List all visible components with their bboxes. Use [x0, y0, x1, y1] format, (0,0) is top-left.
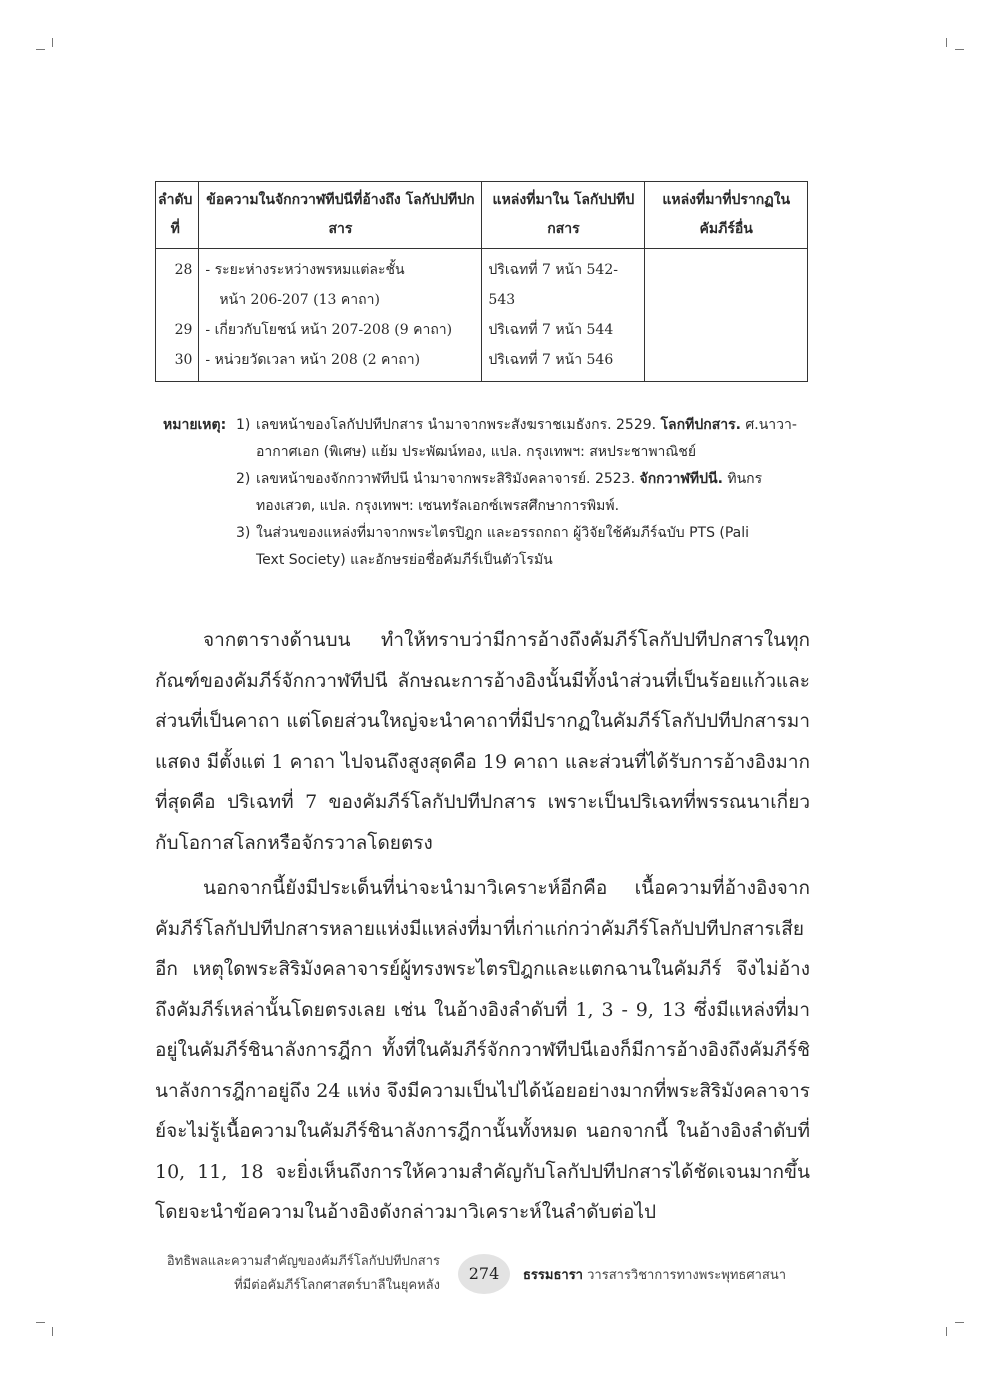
note-number: 1)	[236, 417, 251, 433]
article-title-line: ที่มีต่อคัมภีร์โลกศาสตร์บาลีในยุคหลัง	[234, 1278, 440, 1293]
row-text: - ระยะห่างระหว่างพรหมแต่ละชั้น	[205, 262, 405, 278]
crop-mark	[36, 49, 45, 50]
row-text: - หน่วยวัดเวลา หน้า 208 (2 คาถา)	[205, 352, 421, 368]
row-source: ปริเฉทที่ 7 หน้า 542-	[488, 262, 618, 278]
crop-mark	[36, 1322, 45, 1323]
note-text: เลขหน้าของโลกัปปทีปกสาร นำมาจากพระสังฆราชเมธังกร. 2529. โลกทีปกสาร. ศ.นาวา- อากาศเอก (พิเศษ) แย้ม ประพัฒน์ทอง, แปล. กรุงเทพฯ: สหประชาพาณิชย์	[256, 417, 797, 460]
row-number: 30	[174, 352, 193, 368]
crop-mark	[52, 38, 53, 47]
note-number: 3)	[236, 525, 251, 541]
reference-table	[155, 181, 808, 382]
crop-mark	[946, 38, 947, 47]
journal-name: ธรรมธารา วารสารวิชาการทางพระพุทธศาสนา	[523, 1268, 787, 1283]
row-source: ปริเฉทที่ 7 หน้า 544	[488, 322, 614, 338]
note-number: 2)	[236, 471, 251, 487]
header-other-source: แหล่งที่มาที่ปรากฏใน คัมภีร์อื่น	[645, 182, 808, 249]
notes-label: หมายเหตุ:	[163, 417, 227, 433]
header-source: แหล่งที่มาใน โลกัปปทีปกสาร	[482, 182, 645, 249]
paragraph: นอกจากนี้ยังมีประเด็นที่น่าจะนำมาวิเคราะห์อีกคือ เนื้อความที่อ้างอิงจากคัมภีร์โลกัปปทีปกสารหลายแห่งมีแหล่งที่มาที่เก่าแก่กว่าคัมภีร์โลกัปปทีปกสารเสียอีก เหตุใดพระสิริมังคลาจารย์ผู้ทรงพระไตรปิฎกและแตกฉานในคัมภีร์ จึงไม่อ้างถึงคัมภีร์เหล่านั้นโดยตรงเลย เช่น ในอ้างอิงลำดับที่ 1, 3 - 9, 13 ซึ่งมีแหล่งที่มาอยู่ในคัมภีร์ชินาลังการฎีกา ทั้งที่ในคัมภีร์จักกวาฬทีปนีเองก็มีการอ้างอิงถึงคัมภีร์ชินาลังการฎีกาอยู่ถึง 24 แห่ง จึงมีความเป็นไปได้น้อยอย่างมากที่พระสิริมังคลาจารย์จะไม่รู้เนื้อความในคัมภีร์ชินาลังการฎีกานั้นทั้งหมด นอกจากนี้ ในอ้างอิงลำดับที่ 10, 11, 18 จะยิ่งเห็นถึงการให้ความสำคัญกับโลกัปปทีปกสารได้ชัดเจนมากขึ้น โดยจะนำข้อความในอ้างอิงดังกล่าวมาวิเคราะห์ในลำดับต่อไป	[155, 877, 810, 1223]
note-text: ในส่วนของแหล่งที่มาจากพระไตรปิฎก และอรรถกถา ผู้วิจัยใช้คัมภีร์ฉบับ PTS (Pali Text Society) และอักษรย่อชื่อคัมภีร์เป็นตัวโรมัน	[256, 525, 750, 568]
article-title	[120, 1250, 440, 1298]
row-source: ปริเฉทที่ 7 หน้า 546	[488, 352, 614, 368]
crop-mark	[955, 1322, 964, 1323]
page-number: 274	[458, 1254, 510, 1294]
header-quoted-text: ข้อความในจักกวาฬทีปนีที่อ้างถึง โลกัปปทีปกสาร	[199, 182, 482, 249]
body-paragraph-2	[155, 868, 810, 1233]
table-notes	[163, 412, 823, 574]
body-paragraph-1	[155, 620, 810, 863]
row-text: - เกี่ยวกับโยชน์ หน้า 207-208 (9 คาถา)	[205, 322, 453, 338]
crop-mark	[955, 49, 964, 50]
paragraph: จากตารางด้านบน ทำให้ทราบว่ามีการอ้างถึงคัมภีร์โลกัปปทีปกสารในทุกกัณฑ์ของคัมภีร์จักกวาฬทีปนี ลักษณะการอ้างอิงนั้นมีทั้งนำส่วนที่เป็นร้อยแก้วและส่วนที่เป็นคาถา แต่โดยส่วนใหญ่จะนำคาถาที่มีปรากฏในคัมภีร์โลกัปปทีปกสารมาแสดง มีตั้งแต่ 1 คาถา ไปจนถึงสูงสุดคือ 19 คาถา และส่วนที่ได้รับการอ้างอิงมากที่สุดคือ ปริเฉทที่ 7 ของคัมภีร์โลกัปปทีปกสาร เพราะเป็นปริเฉทที่พรรณนาเกี่ยวกับโอกาสโลกหรือจักรวาลโดยตรง	[155, 629, 810, 854]
table-row	[156, 249, 808, 382]
row-source: 543	[488, 292, 516, 308]
header-order: ลำดับที่	[156, 182, 199, 249]
article-title-line: อิทธิพลและความสำคัญของคัมภีร์โลกัปปทีปกสาร	[166, 1254, 440, 1269]
crop-mark	[946, 1327, 947, 1336]
row-number: 29	[174, 322, 193, 338]
row-text: หน้า 206-207 (13 คาถา)	[219, 292, 380, 308]
row-number: 28	[174, 262, 193, 278]
crop-mark	[52, 1327, 53, 1336]
note-text: เลขหน้าของจักกวาฬทีปนี นำมาจากพระสิริมังคลาจารย์. 2523. จักกวาฬทีปนี. ทินกร ทองเสวต, แปล. กรุงเทพฯ: เซนทรัลเอกซ์เพรสศึกษาการพิมพ์.	[256, 471, 763, 514]
